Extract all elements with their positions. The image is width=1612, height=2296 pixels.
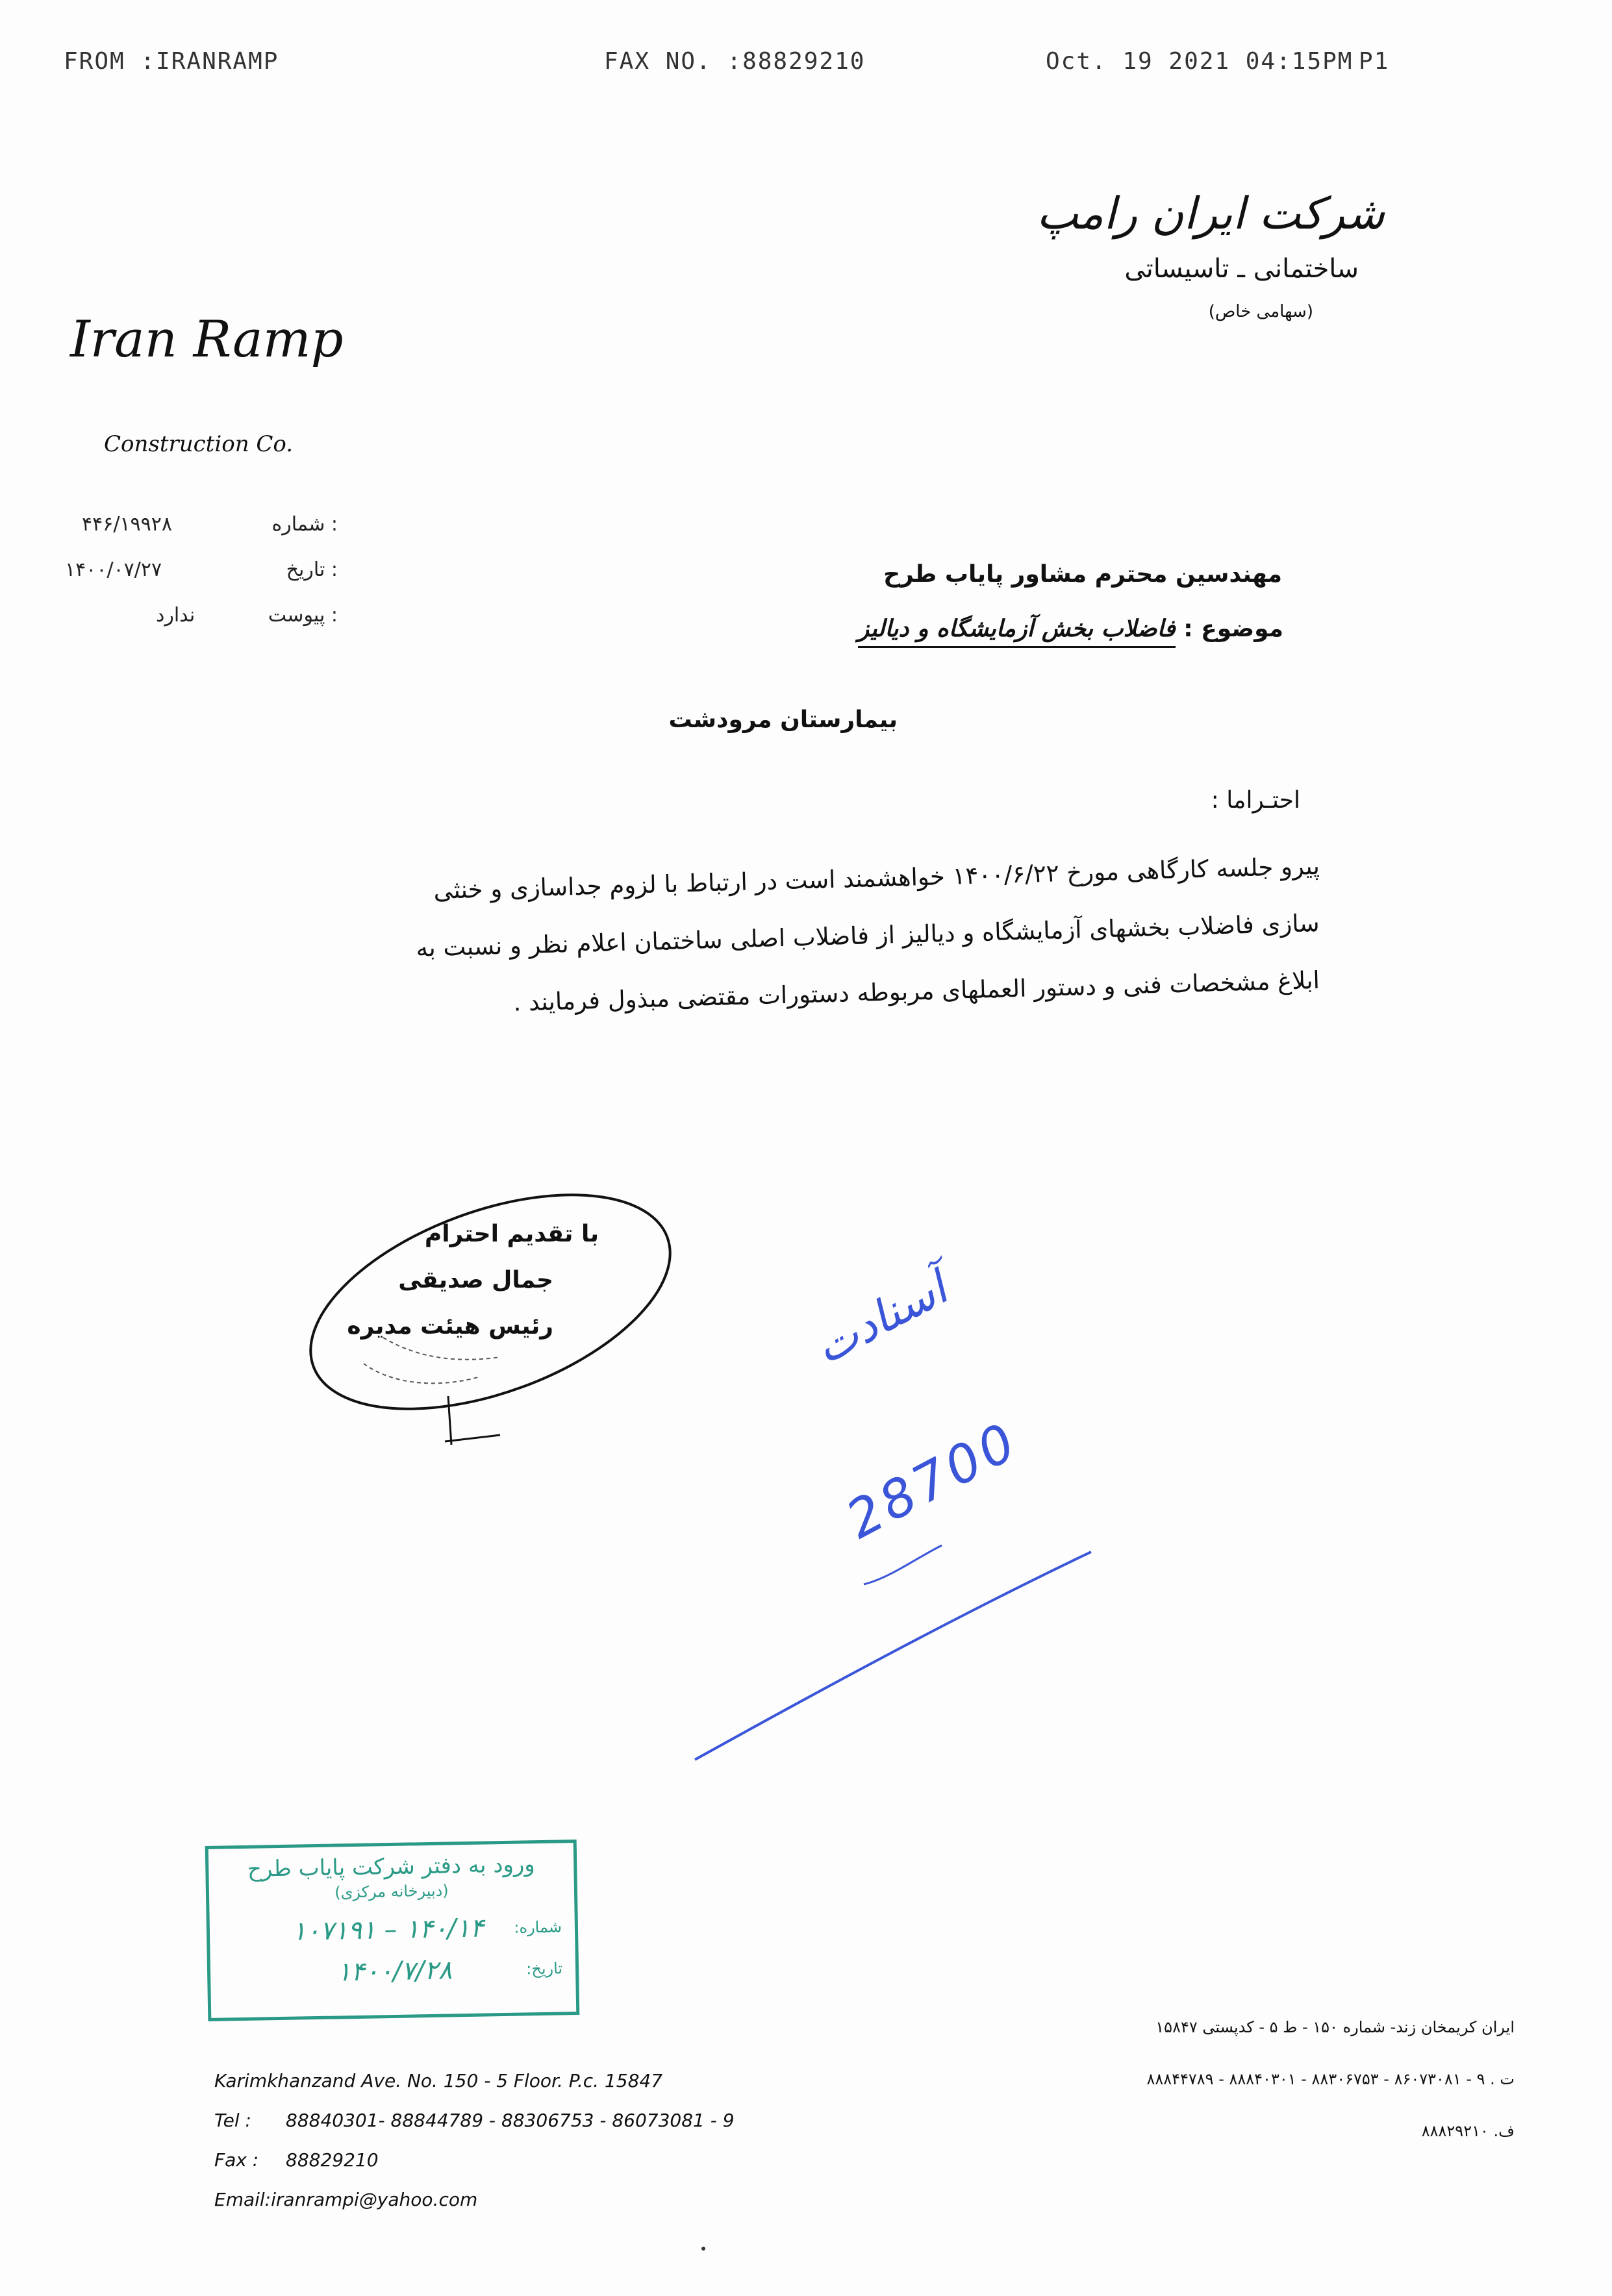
fax-from: FROM :IRANRAMP	[64, 48, 279, 75]
stamp-date-value: ۱۴۰۰/۷/۲۸	[336, 1955, 453, 1988]
footer-fa	[930, 2018, 1515, 2140]
signature-block	[326, 1221, 599, 1340]
handwritten-slash	[682, 1539, 1104, 1773]
signature-title: رئیس هیئت مدیره	[347, 1313, 553, 1340]
reference-attachment-value: ندارد	[156, 604, 195, 627]
body-line-2: سازی فاضلاب بخشهای آزمایشگاه و دیالیز از فاضلاب اصلی ساختمان اعلام نظر و نسبت به	[416, 909, 1320, 962]
stamp-number-label: شماره:	[514, 1917, 562, 1937]
greeting: احتـراما :	[1211, 787, 1300, 814]
company-type-fa: (سهامی خاص)	[1208, 302, 1313, 321]
stamp-number-row	[210, 1912, 575, 1948]
reference-number-row	[65, 513, 338, 558]
body-line-1: پیرو جلسه کارگاهی مورخ ۱۴۰۰/۶/۲۲ خواهشمند است در ارتباط با لزوم جداسازی و خنثی	[433, 852, 1320, 905]
stamp-subtitle: (دبیرخانه مرکزی)	[334, 1881, 449, 1902]
fax-date-time: Oct. 19 2021 04:15PM	[1046, 48, 1354, 75]
handwritten-note: آسنادت	[805, 1261, 956, 1375]
footer-fax-row	[214, 2149, 735, 2171]
footer-tel-row	[214, 2110, 735, 2131]
reference-date-row	[65, 558, 338, 604]
company-tagline-fa: ساختمانی ـ تاسیساتی	[1124, 254, 1359, 284]
scan-dot	[701, 2247, 705, 2251]
signature-name: جمال صدیقی	[398, 1267, 553, 1293]
reference-date-label: تاریخ :	[286, 558, 338, 581]
subject-text: فاضلاب بخش آزمایشگاه و دیالیز	[858, 616, 1176, 648]
footer-fa-address: ایران کریمخان زند- شماره ۱۵۰ - ط ۵ - کدپستی ۱۵۸۴۷	[1155, 2018, 1515, 2036]
fax-number: FAX NO. :88829210	[604, 48, 866, 75]
stamp-title: ورود به دفتر شرکت پایاب طرح	[247, 1851, 535, 1882]
footer-tel-label: Tel :	[214, 2110, 251, 2131]
receipt-stamp	[205, 1840, 580, 2021]
reference-attachment-row	[65, 604, 338, 649]
fax-page: P1	[1359, 48, 1390, 75]
reference-block	[65, 513, 338, 649]
stamp-date-row	[210, 1953, 576, 1990]
company-subtitle-en: Construction Co.	[104, 431, 294, 457]
company-name-fa: شرکت ایران رامپ	[1037, 188, 1385, 240]
company-name-en: Iran Ramp	[70, 310, 344, 369]
footer-fax-value: 88829210	[286, 2149, 379, 2171]
footer-fa-tel: ت . ۹ - ۸۶۰۷۳۰۸۱ - ۸۸۳۰۶۷۵۳ - ۸۸۸۴۰۳۰۱ - ۸۸۸۴۴۷۸۹	[1146, 2070, 1515, 2088]
footer-fax-label: Fax :	[214, 2149, 259, 2171]
footer-fa-fax: ف. ۸۸۸۲۹۲۱۰	[1421, 2122, 1515, 2140]
reference-attachment-label: پیوست :	[268, 604, 338, 627]
body-line-3: ابلاغ مشخصات فنی و دستور العملهای مربوطه دستورات مقتضی مبذول فرمایند .	[513, 966, 1320, 1017]
subject-label: موضوع :	[1183, 616, 1283, 642]
signature-closing: با تقدیم احترام	[424, 1221, 599, 1247]
subject-line2: بیمارستان مرودشت	[668, 706, 898, 733]
reference-number-label: شماره :	[271, 513, 338, 536]
footer-email: Email:iranrampi@yahoo.com	[214, 2189, 478, 2210]
subject-line	[858, 616, 1283, 642]
footer-address: Karimkhanzand Ave. No. 150 - 5 Floor. P.c. 15847	[214, 2070, 663, 2091]
stamp-number-value: ۱۴۰/۱۴ – ۱۰۷۱۹۱	[292, 1913, 485, 1947]
handwritten-number: 28700	[837, 1410, 1029, 1551]
footer-tel-value: 88840301- 88844789 - 88306753 - 86073081 - 9	[286, 2110, 735, 2131]
footer-en	[214, 2070, 735, 2210]
letterhead-fa	[995, 188, 1385, 321]
reference-date-value: ۱۴۰۰/۰۷/۲۷	[65, 558, 162, 581]
recipient: مهندسین محترم مشاور پایاب طرح	[883, 561, 1282, 588]
reference-number-value: ۴۴۶/۱۹۹۲۸	[82, 513, 173, 536]
stamp-date-label: تاریخ:	[525, 1959, 563, 1978]
